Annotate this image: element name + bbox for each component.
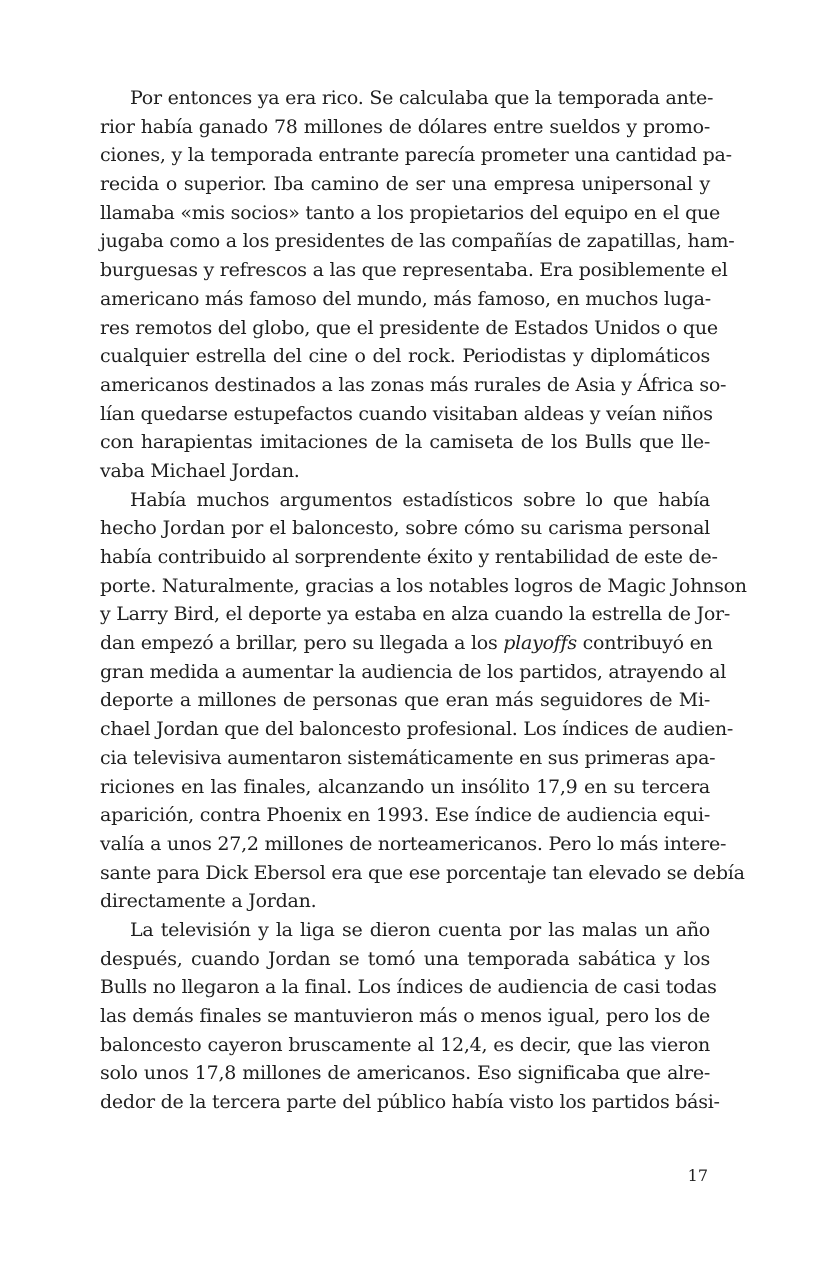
text-line: aparición, contra Phoenix en 1993. Ese índice de audiencia equi- <box>100 804 710 827</box>
text-line: deporte a millones de personas que eran más seguidores de Mi- <box>100 689 710 712</box>
text-line: cualquier estrella del cine o del rock. Periodistas y diplomáticos <box>100 345 710 368</box>
text-line: las demás finales se mantuvieron más o menos igual, pero los de <box>100 1005 710 1027</box>
text-line: Había muchos argumentos estadísticos sobre lo que había <box>130 488 710 511</box>
text-line: lían quedarse estupefactos cuando visitaban aldeas y veían niños <box>100 402 713 425</box>
paragraph <box>100 486 747 916</box>
text-run: contribuyó en <box>576 632 713 655</box>
text-line <box>100 629 713 658</box>
text-line: y Larry Bird, el deporte ya estaba en alza cuando la estrella de Jor- <box>100 603 731 626</box>
text-line: baloncesto cayeron bruscamente al 12,4, es decir, que las vieron <box>100 1033 710 1056</box>
text-line: ciones, y la temporada entrante parecía prometer una cantidad pa- <box>100 144 732 167</box>
text-run: dan empezó a brillar, pero su llegada a los <box>100 632 504 655</box>
text-line: res remotos del globo, que el presidente de Estados Unidos o que <box>100 316 718 339</box>
text-line: jugaba como a los presidentes de las compañías de zapatillas, ham- <box>100 230 735 253</box>
page-body <box>100 84 747 1117</box>
text-line: directamente a Jordan. <box>100 890 317 913</box>
text-line: dedor de la tercera parte del público había visto los partidos bási- <box>100 1091 720 1114</box>
text-line: sante para Dick Ebersol era que ese porcentaje tan elevado se debía <box>100 861 745 884</box>
text-line: chael Jordan que del baloncesto profesional. Los índices de audien- <box>100 718 734 741</box>
text-line: solo unos 17,8 millones de americanos. Eso significaba que alre- <box>100 1062 710 1085</box>
text-line: porte. Naturalmente, gracias a los notables logros de Magic Johnson <box>100 574 747 597</box>
text-line: valía a unos 27,2 millones de norteamericanos. Pero lo más intere- <box>100 832 727 855</box>
text-line: vaba Michael Jordan. <box>100 459 300 482</box>
paragraph <box>100 84 735 486</box>
text-line: había contribuido al sorprendente éxito y rentabilidad de este de- <box>100 546 718 568</box>
paragraph <box>100 916 720 1117</box>
text-line: con harapientas imitaciones de la camiseta de los Bulls que lle- <box>100 431 710 454</box>
text-line: americano más famoso del mundo, más famoso, en muchos luga- <box>100 287 711 310</box>
page-number: 17 <box>687 1166 708 1185</box>
text-line: Bulls no llegaron a la final. Los índices de audiencia de casi todas <box>100 976 717 999</box>
text-line: recida o superior. Iba camino de ser una empresa unipersonal y <box>100 173 710 196</box>
text-line: americanos destinados a las zonas más rurales de Asia y África so- <box>100 373 727 396</box>
text-line: burguesas y refrescos a las que representaba. Era posiblemente el <box>100 259 728 282</box>
text-line: Por entonces ya era rico. Se calculaba que la temporada ante- <box>130 87 714 109</box>
text-line: rior había ganado 78 millones de dólares entre sueldos y promo- <box>100 115 710 138</box>
text-line: después, cuando Jordan se tomó una temporada sabática y los <box>100 947 710 970</box>
text-line: La televisión y la liga se dieron cuenta por las malas un año <box>130 918 710 941</box>
italic-term: playoffs <box>503 632 577 655</box>
text-line: cia televisiva aumentaron sistemáticamente en sus primeras apa- <box>100 746 716 769</box>
text-line: hecho Jordan por el baloncesto, sobre cómo su carisma personal <box>100 517 710 540</box>
text-line: llamaba «mis socios» tanto a los propietarios del equipo en el que <box>100 201 721 224</box>
text-line: riciones en las finales, alcanzando un insólito 17,9 en su tercera <box>100 775 710 798</box>
text-line: gran medida a aumentar la audiencia de los partidos, atrayendo al <box>100 660 727 683</box>
